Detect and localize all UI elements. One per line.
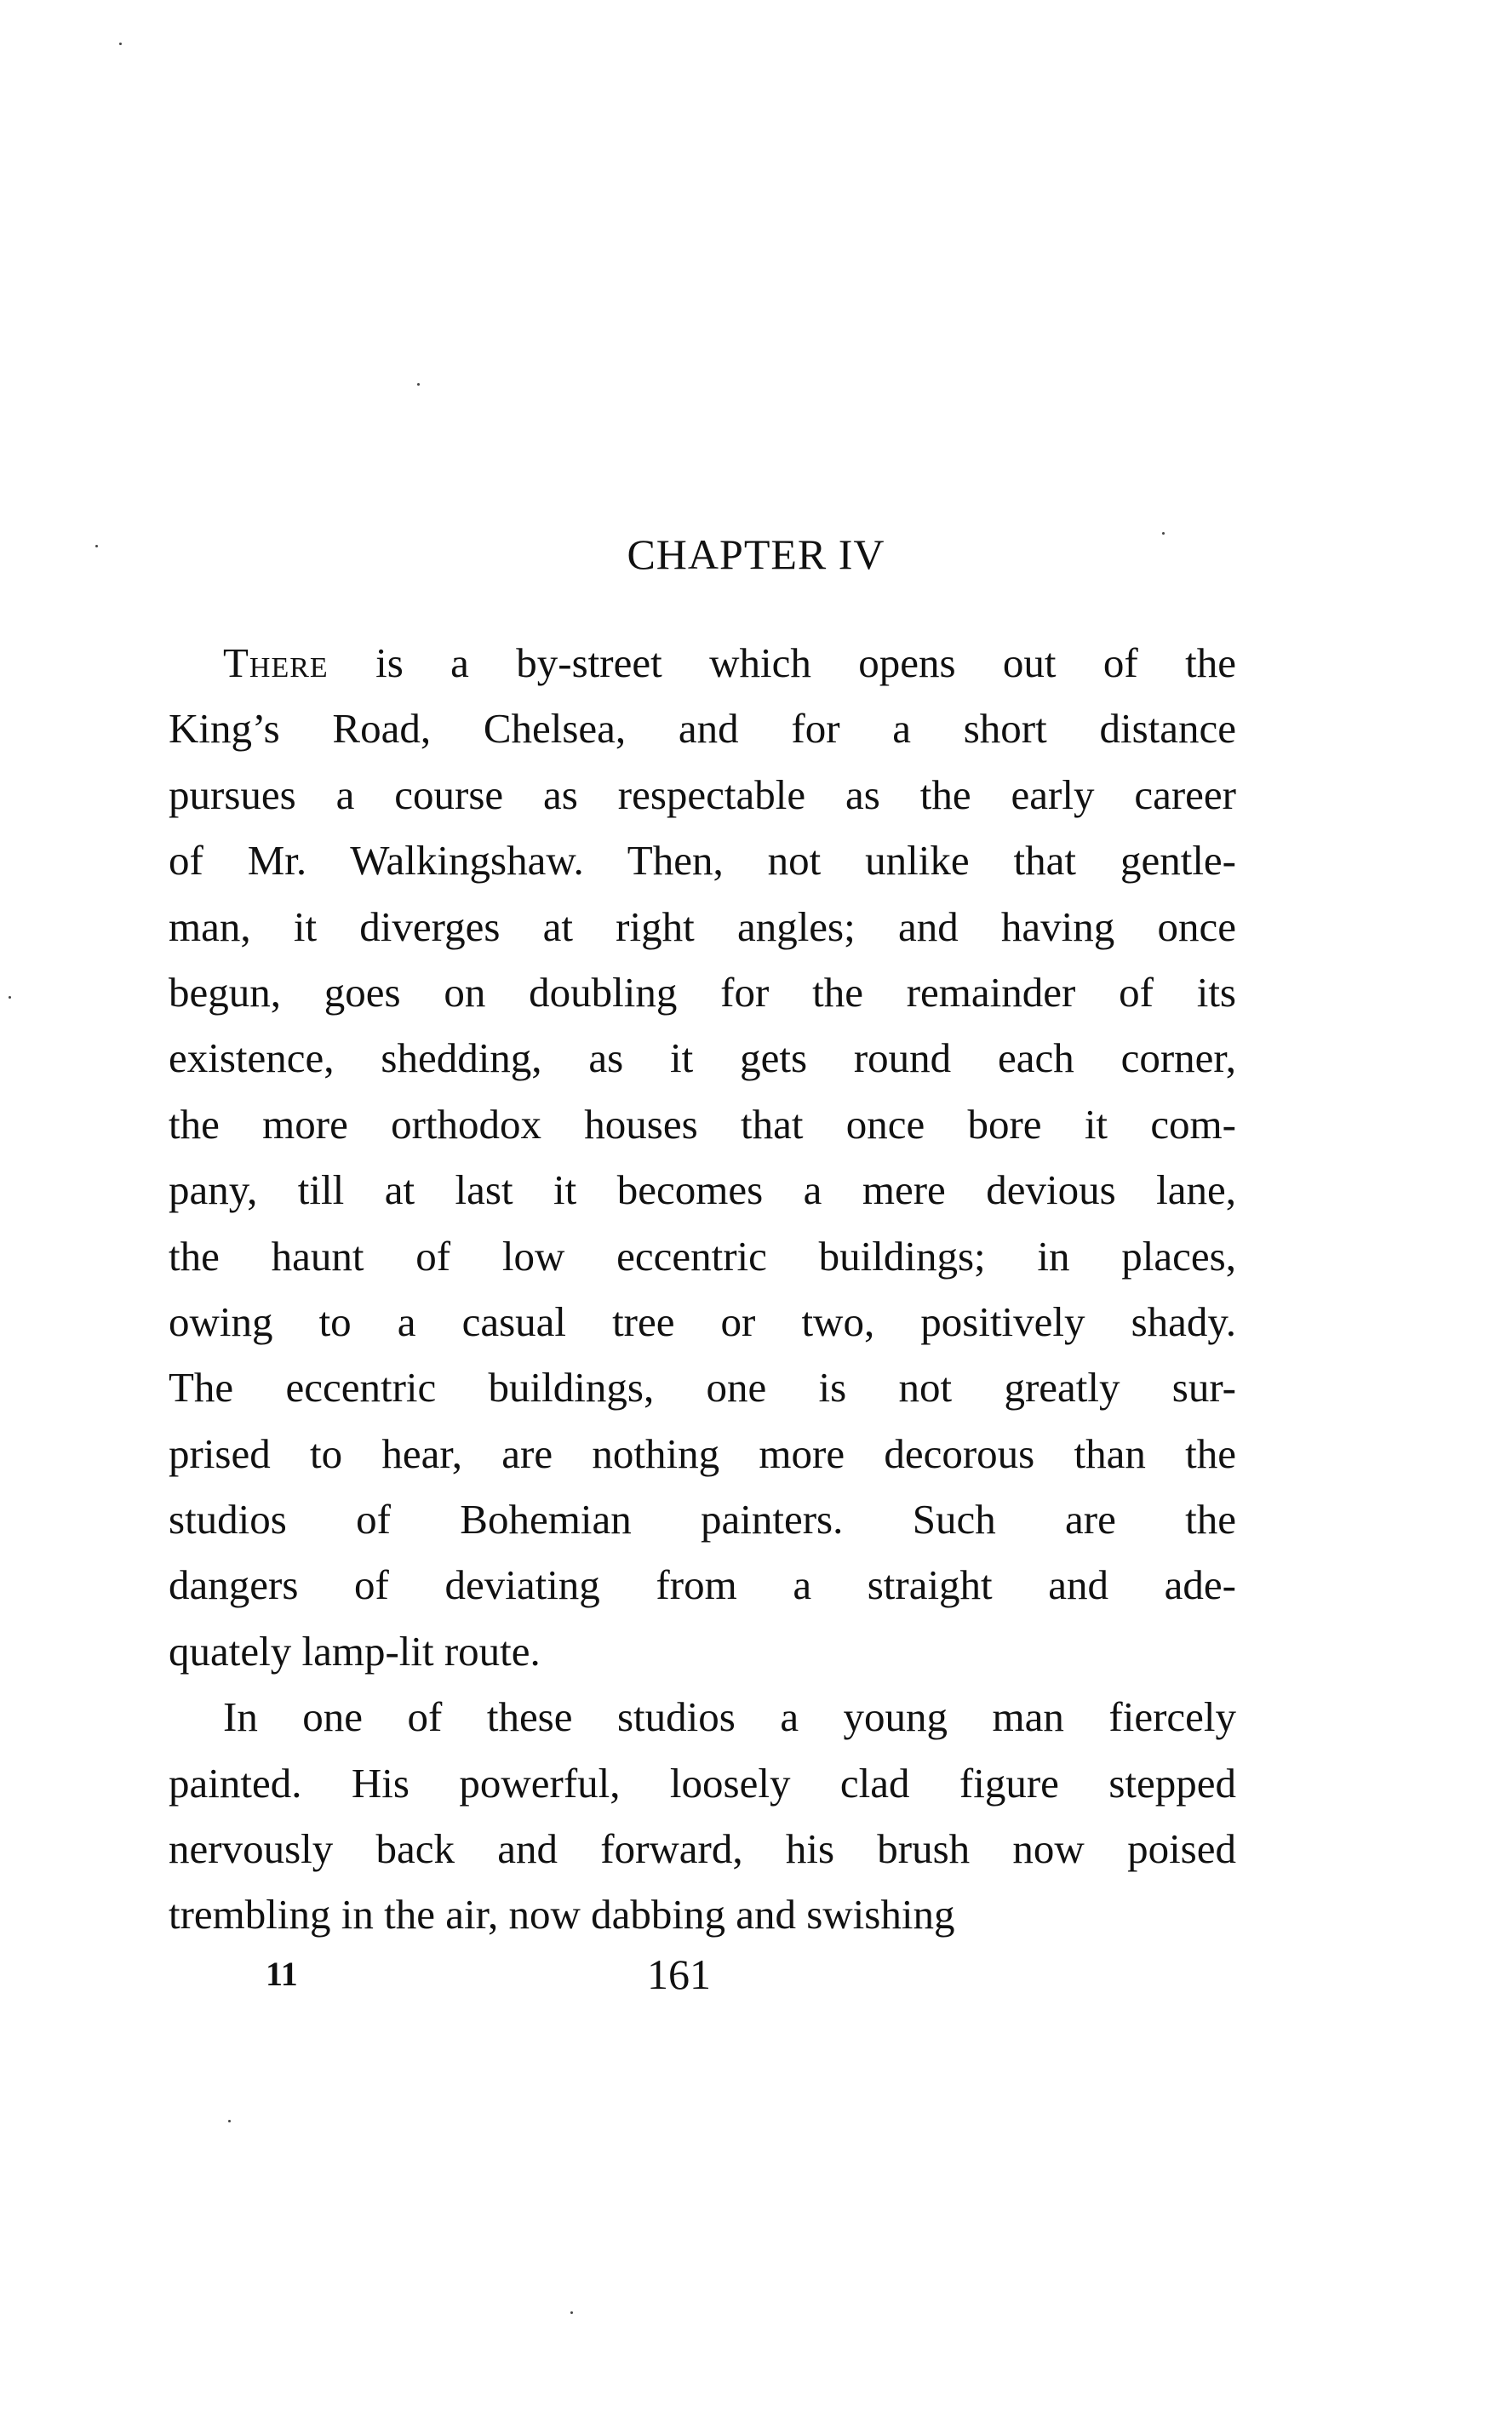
text-line: existence, shedding, as it gets round each corner, [169, 1034, 1236, 1082]
scan-speck [95, 545, 98, 547]
text-line: of Mr. Walkingshaw. Then, not unlike that gentle- [169, 837, 1236, 885]
text-line: pursues a course as respectable as the early career [169, 770, 1236, 818]
text-line: the haunt of low eccentric buildings; in places, [169, 1232, 1236, 1280]
text-line: The eccentric buildings, one is not greatly sur- [169, 1364, 1236, 1412]
body-text [169, 630, 1236, 1948]
text-line: man, it diverges at right angles; and having once [169, 902, 1236, 950]
scan-speck [1162, 532, 1165, 535]
lead-small-caps: There [223, 639, 329, 686]
scan-speck [417, 383, 420, 386]
text-line: studios of Bohemian painters. Such are the [169, 1496, 1236, 1543]
text-line: owing to a casual tree or two, positively shady. [169, 1297, 1236, 1345]
text-line: trembling in the air, now dabbing and swishing [169, 1891, 955, 1939]
text-line: In one of these studios a young man fiercely [223, 1693, 1236, 1741]
scan-speck [119, 43, 122, 45]
text-line: begun, goes on doubling for the remainder of its [169, 968, 1236, 1016]
text-line: painted. His powerful, loosely clad figure stepped [169, 1759, 1236, 1807]
scan-speck [228, 2120, 231, 2122]
text-line: quately lamp-lit route. [169, 1627, 541, 1675]
paragraph-1 [169, 630, 1236, 1684]
scan-speck [570, 2311, 573, 2314]
page-number: 161 [647, 1950, 711, 1998]
signature-mark: 11 [266, 1955, 298, 1993]
chapter-title: CHAPTER IV [627, 530, 885, 578]
text-line: nervously back and forward, his brush now poised [169, 1825, 1236, 1873]
text-line: King’s Road, Chelsea, and for a short distance [169, 705, 1236, 753]
scan-speck [9, 996, 11, 999]
text-line: There is a by-street which opens out of the [223, 639, 1236, 686]
paragraph-2 [169, 1684, 1236, 1948]
text-line: the more orthodox houses that once bore it com- [169, 1100, 1236, 1148]
text-line: dangers of deviating from a straight and ade- [169, 1561, 1236, 1609]
text-line: prised to hear, are nothing more decorous than the [169, 1429, 1236, 1477]
text-line: pany, till at last it becomes a mere devious lane, [169, 1166, 1236, 1214]
